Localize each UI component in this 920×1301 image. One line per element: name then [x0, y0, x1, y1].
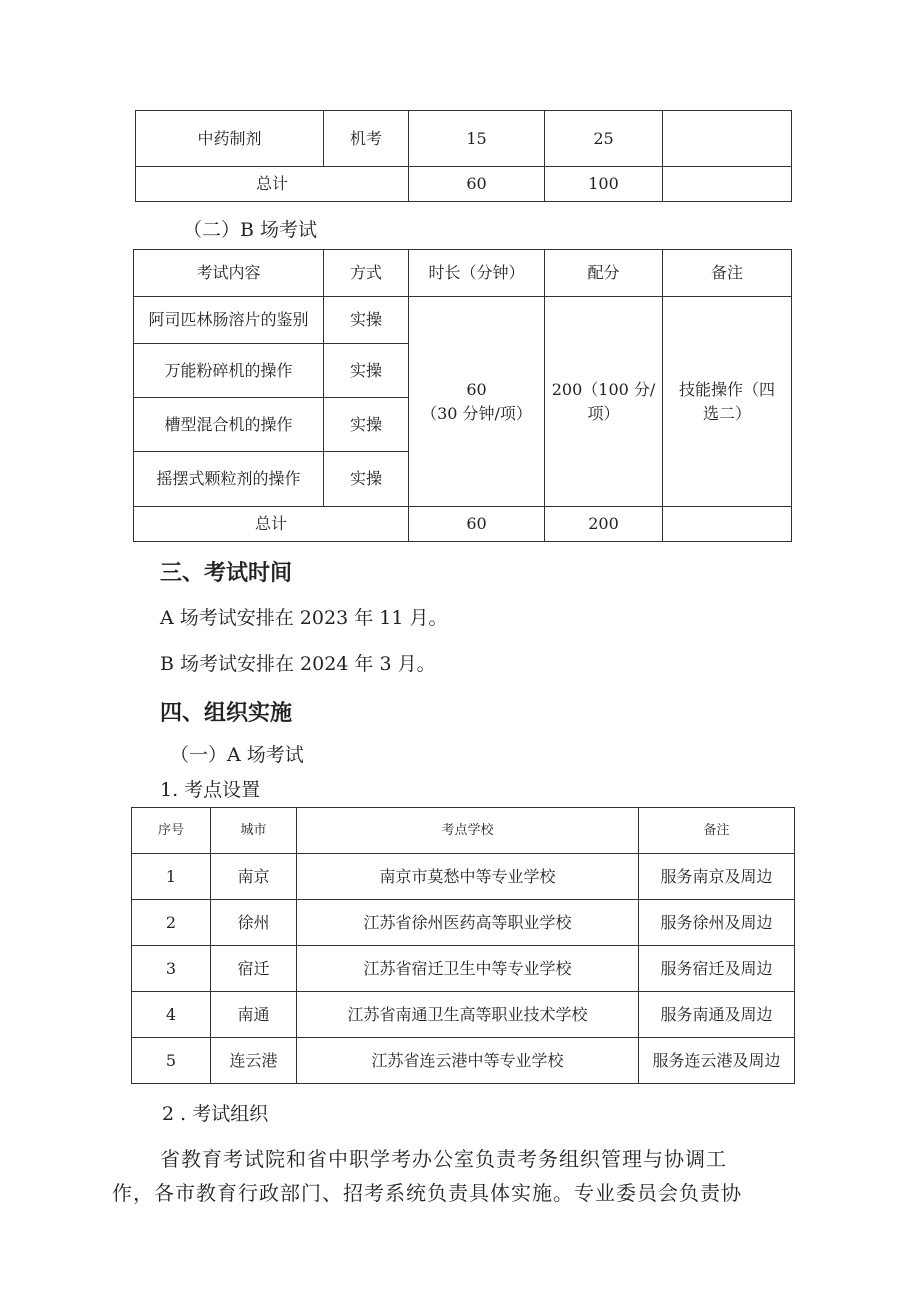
table-row — [134, 297, 792, 344]
total-note — [663, 167, 792, 202]
exam-a-table-tail — [135, 110, 792, 202]
header-no: 序号 — [132, 808, 211, 854]
header-duration: 时长（分钟） — [409, 250, 545, 297]
method-cell: 机考 — [324, 111, 409, 167]
method-cell: 实操 — [324, 452, 409, 507]
header-content: 考试内容 — [134, 250, 324, 297]
school-cell: 江苏省宿迁卫生中等专业学校 — [297, 946, 639, 992]
city-cell: 南通 — [211, 992, 297, 1038]
duration-line: （30 分钟/项） — [421, 403, 532, 423]
total-label: 总计 — [134, 507, 409, 542]
city-cell: 徐州 — [211, 900, 297, 946]
content-cell: 摇摆式颗粒剂的操作 — [134, 452, 324, 507]
note-cell: 服务南京及周边 — [639, 854, 795, 900]
total-duration: 60 — [409, 167, 545, 202]
total-row — [136, 167, 792, 202]
method-cell: 实操 — [324, 297, 409, 344]
header-note: 备注 — [663, 250, 792, 297]
note-line: 技能操作（四 — [678, 379, 775, 399]
total-duration: 60 — [409, 507, 545, 542]
score-cell — [545, 297, 663, 507]
no-cell: 2 — [132, 900, 211, 946]
header-school: 考点学校 — [297, 808, 639, 854]
school-cell: 江苏省徐州医药高等职业学校 — [297, 900, 639, 946]
note-cell: 服务连云港及周边 — [639, 1038, 795, 1084]
note-line: 选二） — [702, 403, 751, 423]
table-row — [132, 946, 795, 992]
note-cell — [663, 297, 792, 507]
school-cell: 江苏省连云港中等专业学校 — [297, 1038, 639, 1084]
schedule-b-line: B 场考试安排在 2024 年 3 月。 — [160, 653, 436, 675]
duration-line: 60 — [466, 379, 487, 399]
table-row — [132, 1038, 795, 1084]
no-cell: 3 — [132, 946, 211, 992]
city-cell: 南京 — [211, 854, 297, 900]
paragraph-line: 省教育考试院和省中职学考办公室负责考务组织管理与协调工 — [160, 1147, 727, 1171]
site-setup-heading: 1. 考点设置 — [160, 779, 261, 801]
schedule-a-line: A 场考试安排在 2023 年 11 月。 — [160, 607, 448, 629]
method-cell: 实操 — [324, 398, 409, 452]
total-score: 200 — [545, 507, 663, 542]
content-cell: 槽型混合机的操作 — [134, 398, 324, 452]
content-cell: 阿司匹林肠溶片的鉴别 — [134, 297, 324, 344]
paragraph-line: 作，各市教育行政部门、招考系统负责具体实施。专业委员会负责协 — [112, 1181, 742, 1205]
method-cell: 实操 — [324, 344, 409, 398]
duration-cell: 15 — [409, 111, 545, 167]
section-b-heading: （二）B 场考试 — [183, 219, 318, 241]
no-cell: 4 — [132, 992, 211, 1038]
section4-heading: 四、组织实施 — [160, 700, 293, 726]
duration-cell — [409, 297, 545, 507]
exam-site-table — [131, 807, 795, 1084]
note-cell — [663, 111, 792, 167]
header-row — [134, 250, 792, 297]
total-row — [134, 507, 792, 542]
table-row — [132, 992, 795, 1038]
header-city: 城市 — [211, 808, 297, 854]
no-cell: 1 — [132, 854, 211, 900]
no-cell: 5 — [132, 1038, 211, 1084]
note-cell: 服务宿迁及周边 — [639, 946, 795, 992]
city-cell: 宿迁 — [211, 946, 297, 992]
exam-organization-heading: 2 . 考试组织 — [162, 1103, 269, 1125]
score-cell: 25 — [545, 111, 663, 167]
content-cell: 万能粉碎机的操作 — [134, 344, 324, 398]
city-cell: 连云港 — [211, 1038, 297, 1084]
school-cell: 南京市莫愁中等专业学校 — [297, 854, 639, 900]
header-score: 配分 — [545, 250, 663, 297]
school-cell: 江苏省南通卫生高等职业技术学校 — [297, 992, 639, 1038]
total-note — [663, 507, 792, 542]
table-row — [132, 900, 795, 946]
content-cell: 中药制剂 — [136, 111, 324, 167]
table-row — [136, 111, 792, 167]
section4-sub-a: （一）A 场考试 — [170, 744, 304, 766]
total-label: 总计 — [136, 167, 409, 202]
header-row — [132, 808, 795, 854]
exam-b-table — [133, 249, 792, 542]
table-row — [132, 854, 795, 900]
header-method: 方式 — [324, 250, 409, 297]
header-note: 备注 — [639, 808, 795, 854]
score-line: 项） — [587, 403, 620, 423]
score-line: 200（100 分/ — [551, 379, 656, 399]
note-cell: 服务南通及周边 — [639, 992, 795, 1038]
total-score: 100 — [545, 167, 663, 202]
note-cell: 服务徐州及周边 — [639, 900, 795, 946]
section3-heading: 三、考试时间 — [160, 560, 293, 586]
